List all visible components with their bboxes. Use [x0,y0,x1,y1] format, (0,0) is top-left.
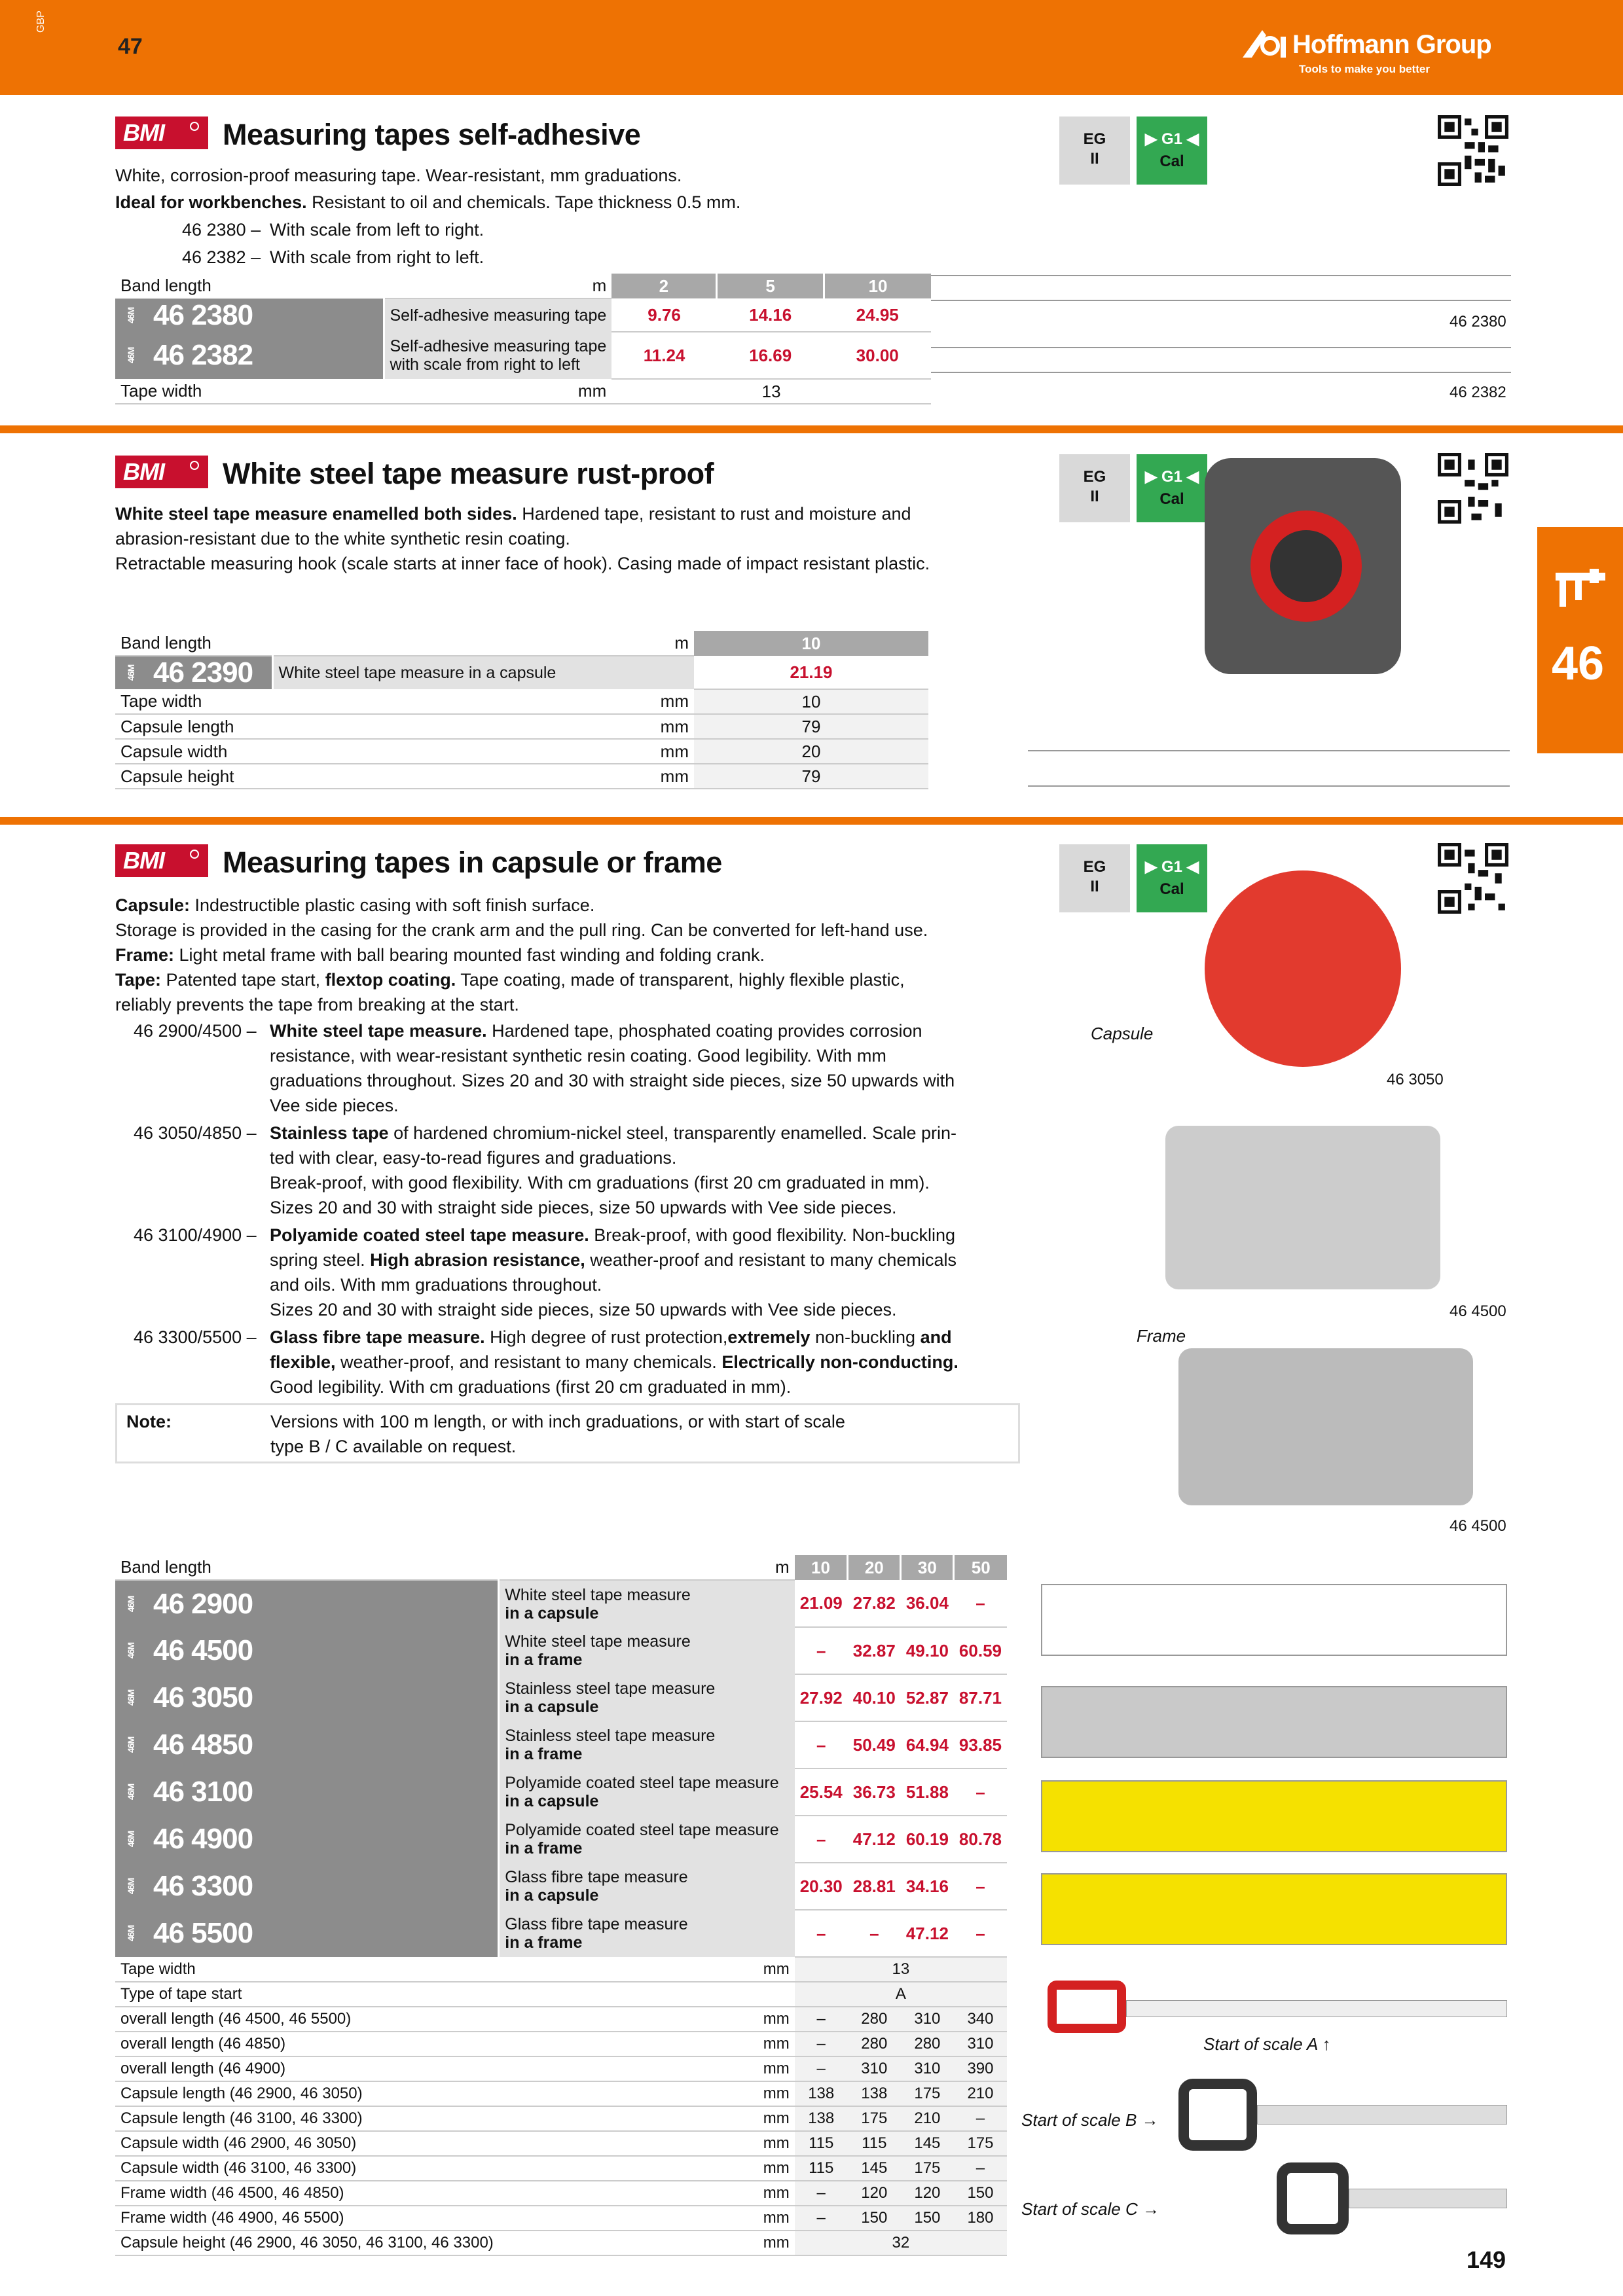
variant-key: 46 3300/5500 – [134,1327,257,1347]
frame-product-image [1165,1126,1440,1289]
variant-text: and oils. With mm graduations throughout. [270,1275,602,1295]
desc-bold: Ideal for workbenches. [115,192,307,212]
desc-line: White, corrosion-proof measuring tape. Wear-resistant, mm graduations. [115,166,682,185]
variant-text: Good legibility. With cm graduations (first 20 cm graduated in mm). [270,1377,792,1397]
table-row [115,332,931,379]
g1-badge: ▶ G1 ◀ Cal [1137,454,1207,522]
spec-label: Capsule length (46 2900, 46 3050) [115,2081,499,2106]
spec-unit: mm [499,2231,795,2255]
table-row [115,1721,1007,1768]
desc-line: reliably prevents the tape from breaking at the start. [115,995,519,1014]
price: 27.82 [848,1580,901,1627]
price: 21.09 [795,1580,848,1627]
image-caption: Start of scale C → [1021,2199,1159,2219]
spec-label: overall length (46 4500, 46 5500) [115,2007,499,2032]
price: 14.16 [717,298,824,332]
article-number: 46M 46 2900 [115,1580,499,1627]
spec-value: – [795,2206,848,2231]
head-unit: m [499,1555,795,1580]
price: 47.12 [848,1816,901,1863]
col-head: 10 [694,631,928,656]
spec-value: 175 [901,2081,954,2106]
table-row [115,1768,1007,1816]
spec-label: Capsule width [115,739,272,764]
eg-label: EG [1083,130,1106,148]
desc-text: Resistant to oil and chemicals. Tape thickness 0.5 mm. [306,192,741,212]
desc-line: Storage is provided in the casing for the crank arm and the pull ring. Can be converted for left-hand use. [115,920,928,940]
article-name: Glass fibre tape measure in a capsule [499,1863,795,1910]
spec-value: 310 [901,2007,954,2032]
brand-tagline: Tools to make you better [1299,63,1430,75]
variant-text: spring steel. High abrasion resistance, weather-proof and resistant to many chemicals [270,1250,957,1270]
tape-start-c-image [1277,2162,1507,2241]
spec-value: 120 [901,2181,954,2206]
spec-label: Capsule width (46 3100, 46 3300) [115,2156,499,2181]
spec-value: 13 [611,379,931,404]
variant-text: Glass fibre tape measure. High degree of rust protection,extremely non-buckling and [270,1327,952,1347]
spec-row [115,2007,1007,2032]
price: – [848,1910,901,1957]
section-title: White steel tape measure rust-proof [223,457,714,490]
price: 36.04 [901,1580,954,1627]
price: – [954,1863,1007,1910]
price: 49.10 [901,1627,954,1674]
variant-text: With scale from right to left. [270,247,484,267]
eg-badge: EG II [1059,844,1130,912]
spec-label: overall length (46 4850) [115,2032,499,2056]
hoffmann-logo-icon [1243,27,1291,59]
tape-start-b-image [1178,2079,1507,2157]
tape-image-ltr [931,275,1511,301]
spec-row [115,1982,1007,2007]
image-caption: Capsule [1091,1024,1154,1043]
price: 21.19 [694,656,928,689]
article-name: White steel tape measure in a frame [499,1627,795,1674]
spec-value: 115 [848,2131,901,2156]
spec-value: 150 [901,2206,954,2231]
spec-row [115,2156,1007,2181]
tape-sample-white [1041,1584,1507,1656]
article-number: 46M 46 2382 [115,332,384,379]
page-number: 149 [1467,2246,1506,2273]
article-name: Self-adhesive measuring tape with scale from right to left [384,332,611,379]
spec-label: Frame width (46 4500, 46 4850) [115,2181,499,2206]
spec-value: 175 [901,2156,954,2181]
variant-text: White steel tape measure. Hardened tape, phosphated coating provides corrosion [270,1021,922,1041]
price: 40.10 [848,1674,901,1721]
spec-value: 310 [954,2032,1007,2056]
variant-text: Break-proof, with good flexibility. With cm graduations (first 20 cm graduated in mm). [270,1173,930,1193]
spec-label: Tape width [115,379,384,404]
spec-value: 138 [848,2081,901,2106]
spec-row [115,2231,1007,2255]
article-number: 46M 46 4500 [115,1627,499,1674]
spec-value: 180 [954,2206,1007,2231]
spec-row [115,2056,1007,2081]
spec-unit: mm [499,1957,795,1982]
article-number: 46M 46 4900 [115,1816,499,1863]
table-row [115,1816,1007,1863]
price: 47.12 [901,1910,954,1957]
price: 30.00 [824,332,931,379]
article-number: 46M 46 5500 [115,1910,499,1957]
spec-label: Capsule height [115,764,272,789]
variant-text: Sizes 20 and 30 with straight side pieces, size 50 upwards with Vee side pieces. [270,1198,897,1217]
spec-value: 210 [901,2106,954,2131]
spec-label: Tape width [115,689,272,714]
col-head: 10 [824,274,931,298]
spec-unit: mm [499,2131,795,2156]
article-number: 46M 46 3100 [115,1768,499,1816]
variant-text: Stainless tape of hardened chromium-nickel steel, transparently enamelled. Scale prin- [270,1123,957,1143]
price: – [954,1768,1007,1816]
table-row [115,379,931,404]
image-caption: Start of scale A ↑ [1203,2034,1331,2054]
desc-line: abrasion-resistant due to the white synthetic resin coating. [115,529,570,548]
section-title: Measuring tapes self-adhesive [223,118,641,151]
eg-badge [1059,117,1130,185]
note-label: Note: [126,1412,172,1431]
spec-unit: mm [499,2081,795,2106]
image-label: 46 4500 [1450,1302,1506,1320]
qr-code-icon[interactable] [1438,453,1508,524]
eg-badge: EG II [1059,454,1130,522]
article-number: 46M 46 3050 [115,1674,499,1721]
g1-label: ▶ G1 ◀ [1144,130,1199,148]
price: 28.81 [848,1863,901,1910]
price: 80.78 [954,1816,1007,1863]
price: 93.85 [954,1721,1007,1768]
price: 52.87 [901,1674,954,1721]
variant-key: 46 2380 – [182,220,261,240]
spec-unit: mm [272,714,694,739]
spec-value: – [954,2106,1007,2131]
spec-value: 120 [848,2181,901,2206]
col-head: 30 [901,1555,954,1580]
spec-row [115,1957,1007,1982]
table-row [115,1674,1007,1721]
article-name: Stainless steel tape measure in a capsule [499,1674,795,1721]
image-label: 46 2380 [1450,313,1506,331]
variant-text: Vee side pieces. [270,1096,399,1115]
table-row [115,689,928,714]
variant-key: 46 2900/4500 – [134,1021,257,1041]
spec-value: 280 [848,2032,901,2056]
head-label: Band length [115,274,384,298]
spec-value: 20 [694,739,928,764]
chapter-number: 46 [1552,637,1605,690]
desc-line [115,190,740,215]
brand-name: Hoffmann Group [1292,30,1491,59]
spec-value: 79 [694,714,928,739]
qr-code-icon[interactable] [1438,115,1508,186]
desc-line: White steel tape measure enamelled both sides. Hardened tape, resistant to rust and moisture and [115,504,911,524]
section-title: Measuring tapes in capsule or frame [223,846,722,879]
spec-value: 340 [954,2007,1007,2032]
section-divider [0,425,1623,433]
spec-label: Capsule height (46 2900, 46 3050, 46 3100, 46 3300) [115,2231,499,2255]
col-head: 50 [954,1555,1007,1580]
price: 27.92 [795,1674,848,1721]
caliper-icon [1553,566,1608,612]
spec-label: Tape width [115,1957,499,1982]
desc-line: Frame: Light metal frame with ball bearing mounted fast winding and folding crank. [115,945,765,965]
head-unit: m [272,631,694,656]
tape-hook-image [1028,750,1510,787]
price: 51.88 [901,1768,954,1816]
spec-unit: mm [499,2056,795,2081]
article-name: Polyamide coated steel tape measure in a frame [499,1816,795,1863]
price: 36.73 [848,1768,901,1816]
variant-text: With scale from left to right. [270,220,484,240]
g1-badge [1137,117,1207,185]
note-text: type B / C available on request. [270,1437,517,1456]
spec-value: 175 [848,2106,901,2131]
spec-value: 150 [848,2206,901,2231]
s2-table [115,631,928,789]
spec-unit: mm [272,739,694,764]
spec-value: – [954,2156,1007,2181]
spec-row [115,2131,1007,2156]
tape-sample-steel [1041,1686,1507,1758]
price: 50.49 [848,1721,901,1768]
article-name: Glass fibre tape measure in a frame [499,1910,795,1957]
head-unit: m [384,274,611,298]
side-code: GBP [35,10,46,33]
spec-value: 310 [848,2056,901,2081]
price: 60.19 [901,1816,954,1863]
tape-image-rtl [931,347,1511,373]
desc-line: Retractable measuring hook (scale starts at inner face of hook). Casing made of impact resistant plastic. [115,554,930,573]
price: 11.24 [611,332,717,379]
article-number: 46M 46 2380 [115,298,384,332]
price: – [795,1627,848,1674]
spec-unit: mm [272,764,694,789]
variant-text: resistance, with wear-resistant synthetic resin coating. Good legibility. With mm [270,1046,886,1066]
spec-value: 150 [954,2181,1007,2206]
spec-label: Capsule width (46 2900, 46 3050) [115,2131,499,2156]
spec-unit: mm [499,2106,795,2131]
variant-text: flexible, weather-proof, and resistant to many chemicals. Electrically non-conducting. [270,1352,958,1372]
variant-text: ted with clear, easy-to-read figures and graduations. [270,1148,677,1168]
price: 32.87 [848,1627,901,1674]
price: 9.76 [611,298,717,332]
spec-unit [499,1982,795,2007]
price: 24.95 [824,298,931,332]
spec-value: – [795,2007,848,2032]
tape-sample-yellow [1041,1780,1507,1852]
article-name: Self-adhesive measuring tape [384,298,611,332]
article-name: Stainless steel tape measure in a frame [499,1721,795,1768]
table-row [115,764,928,789]
spec-value: 115 [795,2131,848,2156]
spec-label: Type of tape start [115,1982,499,2007]
variant-text: Sizes 20 and 30 with straight side pieces, size 50 upwards with Vee side pieces. [270,1300,897,1319]
spec-value: 13 [795,1957,1007,1982]
tape-sample-glass [1041,1873,1507,1945]
image-label: 46 4500 [1450,1517,1506,1535]
brand-logo [1243,25,1531,77]
section-divider [0,817,1623,825]
note-text: Versions with 100 m length, or with inch graduations, or with start of scale [270,1412,845,1431]
top-banner [0,0,1623,95]
spec-value: 115 [795,2156,848,2181]
spec-unit: mm [499,2156,795,2181]
spec-label: Capsule length (46 3100, 46 3300) [115,2106,499,2131]
spec-unit: mm [499,2032,795,2056]
desc-line: Capsule: Indestructible plastic casing with soft finish surface. [115,895,595,915]
table-row [115,298,931,332]
article-name: White steel tape measure in a capsule [272,656,694,689]
bmi-logo: BMI [115,456,208,488]
article-number: 46M 46 4850 [115,1721,499,1768]
table-row [115,1580,1007,1627]
spec-value: – [795,2181,848,2206]
image-caption: Frame [1137,1326,1186,1346]
qr-code-icon[interactable] [1438,843,1508,914]
g1-badge: ▶ G1 ◀ Cal [1137,844,1207,912]
head-label: Band length [115,1555,499,1580]
bmi-logo: BMI [115,117,208,149]
spec-value: 280 [901,2032,954,2056]
spec-unit: mm [384,379,611,404]
spec-value: 280 [848,2007,901,2032]
spec-value: A [795,1982,1007,2007]
col-head: 2 [611,274,717,298]
article-name: Polyamide coated steel tape measure in a capsule [499,1768,795,1816]
spec-value: 145 [901,2131,954,2156]
spec-row [115,2081,1007,2106]
price: 34.16 [901,1863,954,1910]
article-number: 46M 46 2390 [115,656,272,689]
spec-value: 79 [694,764,928,789]
col-head: 5 [717,274,824,298]
note-box [115,1403,1020,1463]
table-row [115,1910,1007,1957]
col-head: 20 [848,1555,901,1580]
spec-value: 175 [954,2131,1007,2156]
image-label: 46 2382 [1450,384,1506,401]
spec-row [115,2032,1007,2056]
spec-value: 390 [954,2056,1007,2081]
price: 64.94 [901,1721,954,1768]
table-row [115,1863,1007,1910]
spec-unit: mm [499,2206,795,2231]
spec-unit: mm [499,2007,795,2032]
price: – [795,1721,848,1768]
price: 16.69 [717,332,824,379]
spec-label: Frame width (46 4900, 46 5500) [115,2206,499,2231]
spec-label: Capsule length [115,714,272,739]
price: – [795,1816,848,1863]
spec-row [115,2181,1007,2206]
spec-value: – [795,2032,848,2056]
variant-key: 46 2382 – [182,247,261,267]
col-head: 10 [795,1555,848,1580]
table-row [115,714,928,739]
spec-value: – [795,2056,848,2081]
spec-row [115,2206,1007,2231]
cal-label: Cal [1159,152,1184,170]
price: 87.71 [954,1674,1007,1721]
image-caption: Start of scale B → [1021,2110,1159,2130]
spec-value: 138 [795,2081,848,2106]
variant-key: 46 3100/4900 – [134,1225,257,1245]
s3-table [115,1555,1007,2256]
frame-product-image [1178,1348,1473,1505]
eg-class: II [1090,150,1099,168]
spec-label: overall length (46 4900) [115,2056,499,2081]
spec-value: 10 [694,689,928,714]
s1-table [115,274,931,404]
spec-value: 210 [954,2081,1007,2106]
price: – [954,1580,1007,1627]
price: 20.30 [795,1863,848,1910]
capsule-tape-image [1205,458,1401,674]
capsule-product-image [1205,870,1401,1067]
image-label: 46 3050 [1387,1071,1444,1088]
tape-start-a-image [1048,1974,1507,2033]
price: 25.54 [795,1768,848,1816]
spec-unit: mm [272,689,694,714]
page-left-number: 47 [118,34,143,59]
table-row [115,739,928,764]
spec-value: 310 [901,2056,954,2081]
spec-unit: mm [499,2181,795,2206]
desc-line: Tape: Patented tape start, flextop coating. Tape coating, made of transparent, highly flexible plastic, [115,970,905,990]
variant-text: Polyamide coated steel tape measure. Break-proof, with good flexibility. Non-buckling [270,1225,955,1245]
variant-key: 46 3050/4850 – [134,1123,257,1143]
bmi-logo: BMI [115,844,208,877]
article-name: White steel tape measure in a capsule [499,1580,795,1627]
table-row [115,1627,1007,1674]
table-row [115,656,928,689]
price: – [795,1910,848,1957]
price: – [954,1910,1007,1957]
chapter-tab [1537,527,1623,753]
spec-row [115,2106,1007,2131]
spec-value: 138 [795,2106,848,2131]
price: 60.59 [954,1627,1007,1674]
variant-text: graduations throughout. Sizes 20 and 30 with straight side pieces, size 50 upwards with [270,1071,955,1090]
spec-value: 32 [795,2231,1007,2255]
article-number: 46M 46 3300 [115,1863,499,1910]
spec-value: 145 [848,2156,901,2181]
head-label: Band length [115,631,272,656]
